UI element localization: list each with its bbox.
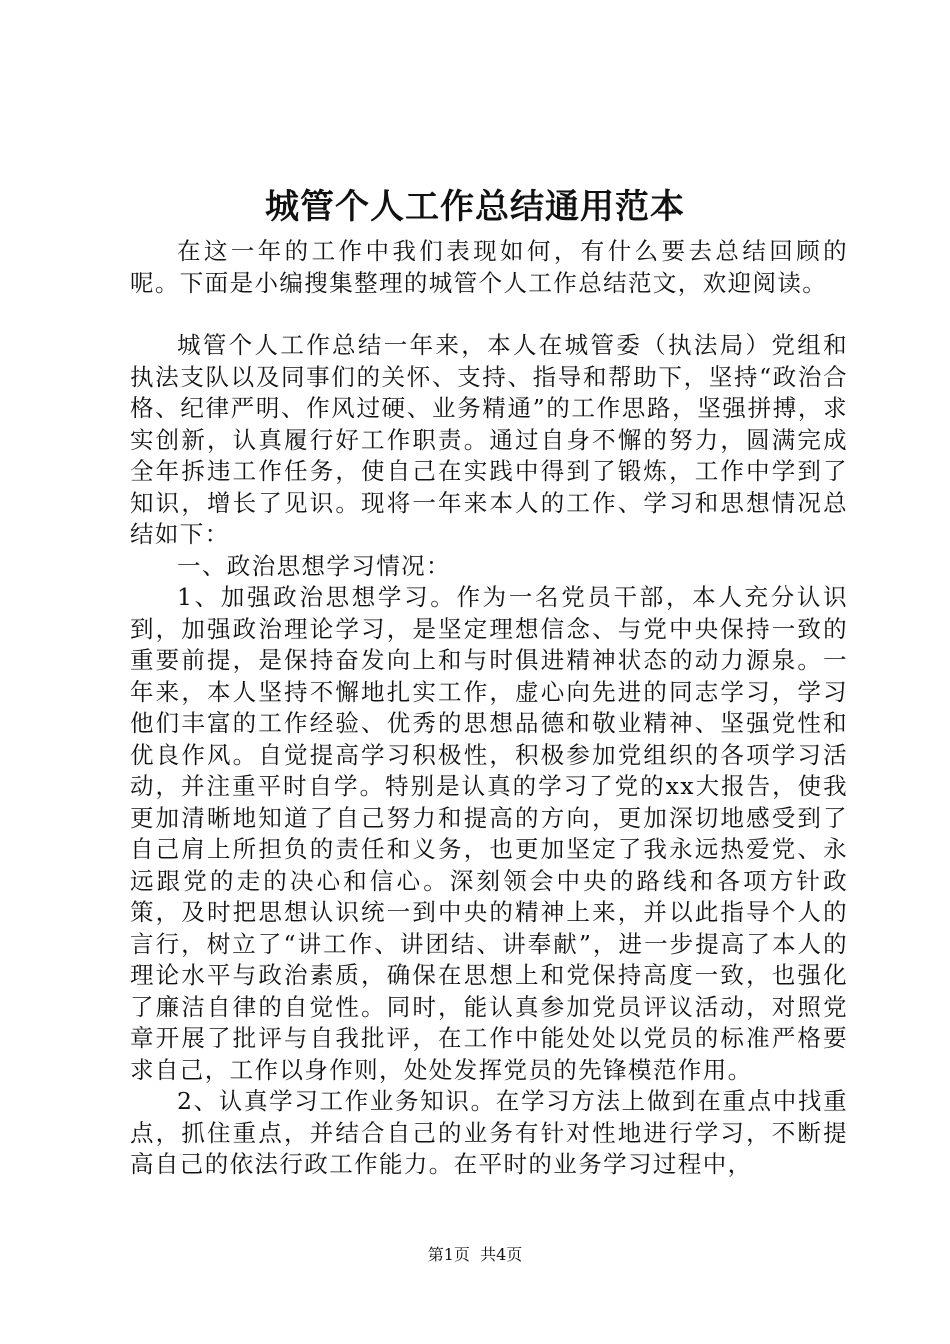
document-title: 城管个人工作总结通用范本 (265, 187, 685, 227)
paragraph-item-2: 2、认真学习工作业务知识。在学习方法上做到在重点中找重点，抓住重点，并结合自己的业务有针对性地进行学习，不断提高自己的依法行政工作能力。在平时的业务学习过程中， (130, 1087, 848, 1178)
paragraph-summary: 城管个人工作总结一年来，本人在城管委（执法局）党组和执法支队以及同事们的关怀、支持、指导和帮助下，坚持“政治合格、纪律严明、作风过硬、业务精通”的工作思路，坚强拼搏，求实创新，认真履行好工作职责。通过自身不懈的努力，圆满完成全年拆违工作任务，使自己在实践中得到了锻炼，工作中学到了知识，增长了见识。现将一年来本人的工作、学习和思想情况总结如下： (130, 331, 848, 548)
document-body (130, 236, 848, 1181)
page-number: 第1页 (427, 1245, 470, 1264)
paragraph-item-1: 1、加强政治思想学习。作为一名党员干部，本人充分认识到，加强政治理论学习，是坚定理想信念、与党中央保持一致的重要前提，是保持奋发向上和与时俱进精神状态的动力源泉。一年来，本人坚持不懈地扎实工作，虚心向先进的同志学习，学习他们丰富的工作经验、优秀的思想品德和敬业精神、坚强党性和优良作风。自觉提高学习积极性，积极参加党组织的各项学习活动，并注重平时自学。特别是认真的学习了党的xx大报告，使我更加清晰地知道了自己努力和提高的方向，更加深切地感受到了自己肩上所担负的责任和义务，也更加坚定了我永远热爱党、永远跟党的走的决心和信心。深刻领会中央的路线和各项方针政策，及时把思想认识统一到中央的精神上来，并以此指导个人的言行，树立了“讲工作、讲团结、讲奉献”，进一步提高了本人的理论水平与政治素质，确保在思想上和党保持高度一致，也强化了廉洁自律的自觉性。同时，能认真参加党员评议活动，对照党章开展了批评与自我批评，在工作中能处处以党员的标准严格要求自己，工作以身作则，处处发挥党员的先锋模范作用。 (130, 583, 848, 1084)
page-footer (0, 1244, 950, 1266)
paragraph-intro: 在这一年的工作中我们表现如何，有什么要去总结回顾的呢。下面是小编搜集整理的城管个人工作总结范文，欢迎阅读。 (130, 237, 848, 297)
section-heading-political: 一、政治思想学习情况： (177, 551, 451, 580)
page-total: 共4页 (480, 1245, 523, 1264)
